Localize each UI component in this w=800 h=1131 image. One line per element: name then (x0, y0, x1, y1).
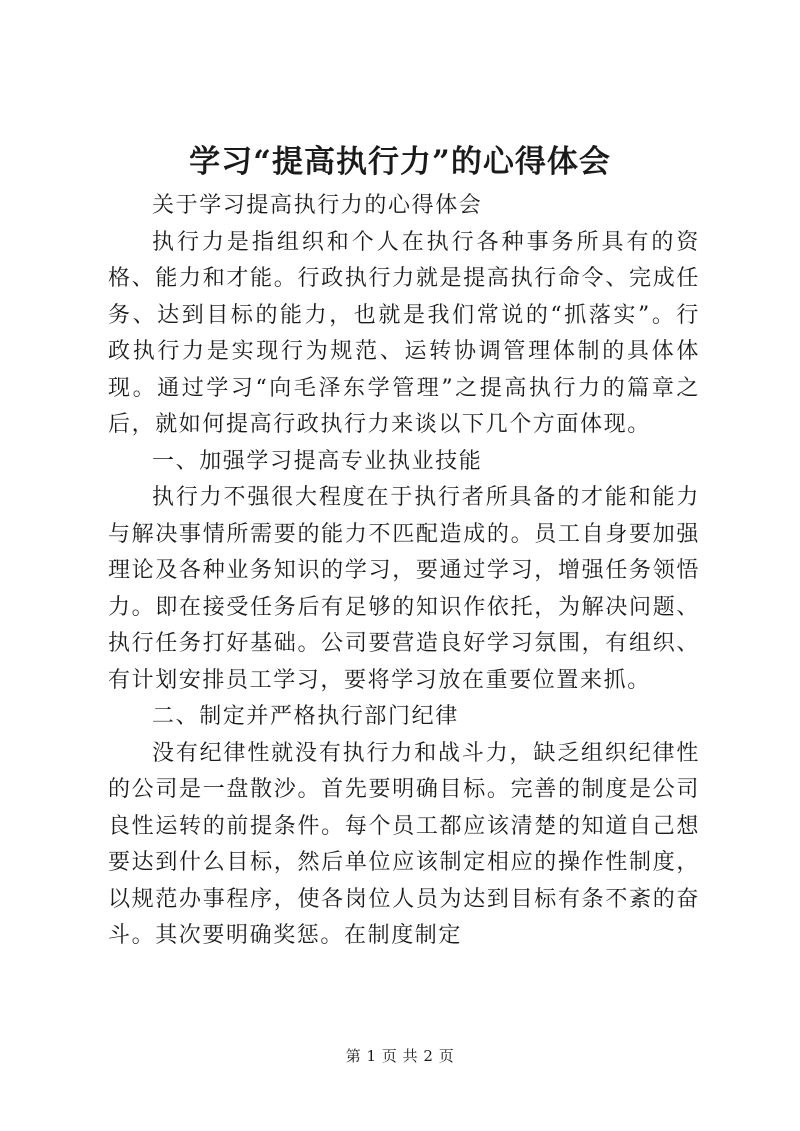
paragraph-subtitle: 关于学习提高执行力的心得体会 (152, 193, 483, 218)
document-body (108, 188, 700, 955)
section-heading-2: 二、制定并严格执行部门纪律 (152, 704, 459, 729)
paragraph-section-1: 执行力不强很大程度在于执行者所具备的才能和能力与解决事情所需要的能力不匹配造成的。员工自身要加强理论及各种业务知识的学习，要通过学习，增强任务领悟力。即在接受任务后有足够的知识作依托，为解决问题、执行任务打好基础。公司要营造良好学习氛围，有组织、有计划安排员工学习，要将学习放在重要位置来抓。 (108, 485, 700, 693)
page-footer: 第 1 页 共 2 页 (345, 1047, 455, 1065)
paragraph-section-2: 没有纪律性就没有执行力和战斗力，缺乏组织纪律性的公司是一盘散沙。首先要明确目标。完善的制度是公司良性运转的前提条件。每个员工都应该清楚的知道自己想要达到什么目标，然后单位应该制定相应的操作性制度，以规范办事程序，使各岗位人员为达到目标有条不紊的奋斗。其次要明确奖惩。在制度制定 (108, 740, 700, 948)
paragraph-intro: 执行力是指组织和个人在执行各种事务所具有的资格、能力和才能。行政执行力就是提高执行命令、完成任务、达到目标的能力，也就是我们常说的“抓落实”。行政执行力是实现行为规范、运转协调管理体制的具体体现。通过学习“向毛泽东学管理”之提高执行力的篇章之后，就如何提高行政执行力来谈以下几个方面体现。 (108, 229, 700, 437)
section-heading-1: 一、加强学习提高专业执业技能 (152, 448, 483, 474)
document-title: 学习“提高执行力”的心得体会 (189, 144, 611, 180)
